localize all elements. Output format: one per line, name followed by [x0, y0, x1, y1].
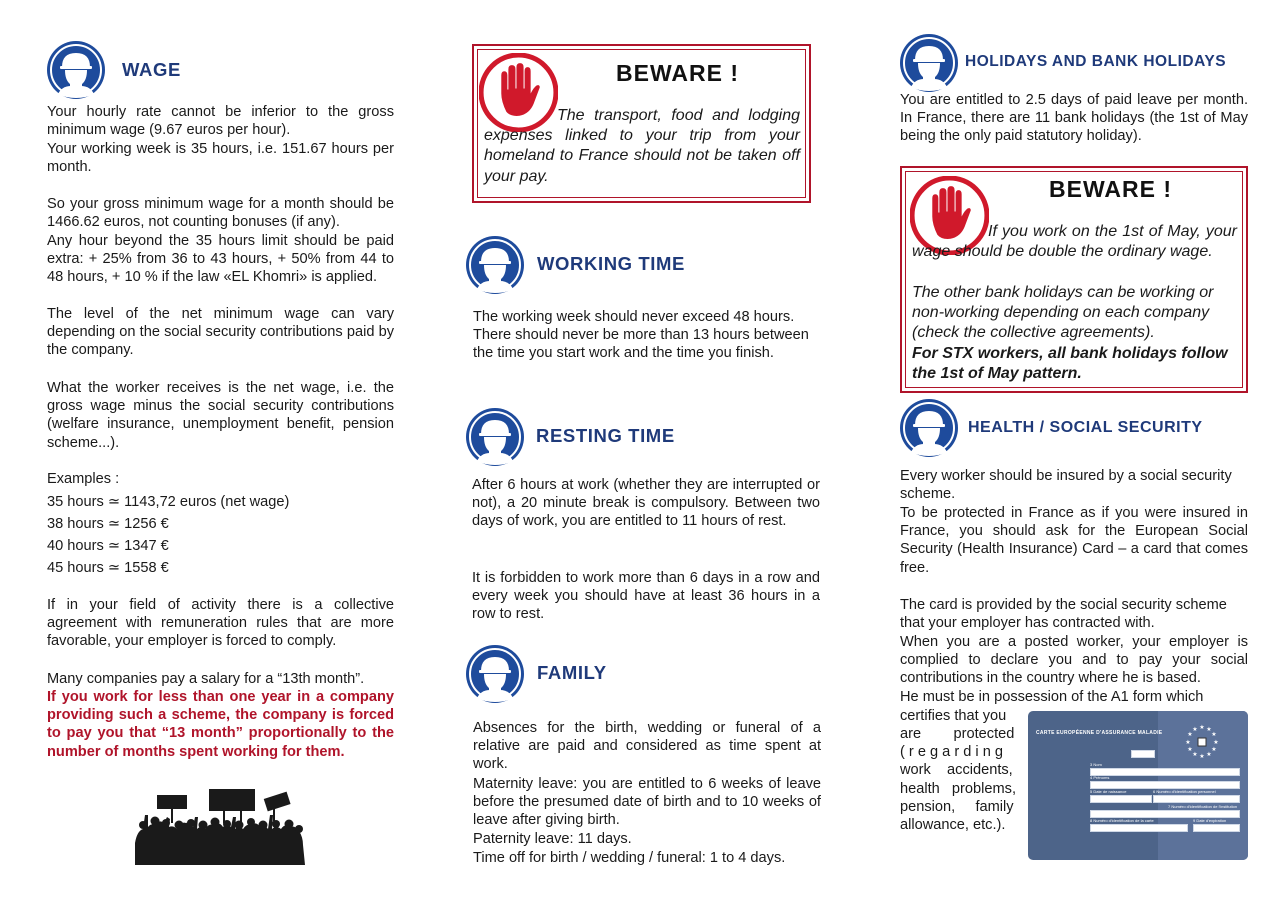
worker-helmet-icon [899, 398, 959, 458]
card-field-label: 6 Numéro d'identification personnel [1153, 789, 1216, 794]
health-paragraph-4: When you are a posted worker, your employer is complied to declare you and to pay your social contributions in the country where he is based. [900, 634, 1248, 687]
svg-text:★: ★ [1192, 751, 1198, 758]
health-a1-line: are protected [900, 726, 1015, 742]
example-line: 45 hours ≃ 1558 € [47, 560, 169, 576]
protesters-silhouette [135, 785, 307, 865]
worker-helmet-icon [465, 235, 525, 295]
wage-paragraph-7: If in your field of activity there is a collective agreement with remuneration rules that are more favorable, your employer is forced to comply. [47, 597, 394, 650]
wage-title: WAGE [122, 59, 181, 80]
svg-text:★: ★ [1211, 746, 1217, 753]
svg-text:★: ★ [1199, 724, 1205, 731]
example-line: 38 hours ≃ 1256 € [47, 516, 169, 532]
example-line: 40 hours ≃ 1347 € [47, 538, 169, 554]
wage-paragraph-1: Your hourly rate cannot be inferior to the gross minimum wage (9.67 euros per hour). [47, 104, 394, 139]
worker-helmet-icon [46, 40, 106, 100]
worker-helmet-icon [899, 33, 959, 93]
card-field-label: 3 Nom [1090, 762, 1102, 767]
svg-text:★: ★ [1199, 753, 1205, 760]
health-paragraph-2: To be protected in France as if you were insured in France, you should ask for the European Social Security (Health Insurance) Card – a card that comes free. [900, 505, 1248, 576]
beware-title: BEWARE ! [1049, 176, 1172, 202]
svg-text:★: ★ [1187, 731, 1193, 738]
card-field-label: 7 Numéro d'identification de l'institution [1168, 804, 1238, 809]
wage-paragraph-4: Any hour beyond the 35 hours limit should be paid extra: + 25% from 36 to 43 hours, + 50% from 44 to 48 hours, + 10 % if the law «EL Khomri» is applied. [47, 233, 394, 286]
family-paragraph-1: Absences for the birth, wedding or funeral of a relative are paid and considered as time spent at work. [473, 720, 821, 773]
svg-text:★: ★ [1192, 726, 1198, 733]
example-line: 35 hours ≃ 1143,72 euros (net wage) [47, 494, 290, 510]
health-a1-line: pension, family [900, 799, 1014, 815]
resting-time-paragraph-1: After 6 hours at work (whether they are interrupted or not), a 20 minute break is compulsory. Between two days of work, you are entitled to 11 hours of rest. [472, 477, 820, 530]
health-a1-line: allowance, etc.). [900, 817, 1006, 833]
wage-13th-month-warning: If you work for less than one year in a company providing such a scheme, the company is forced to pay you that “13 month” proportionally to the number of months spent working for them. [47, 689, 394, 760]
resting-time-title: RESTING TIME [536, 425, 675, 446]
health-paragraph-5: He must be in possession of the A1 form which [900, 689, 1204, 705]
working-time-paragraph: The working week should never exceed 48 hours. There should never be more than 13 hours between the time you start work and the time you finish. [473, 309, 809, 362]
card-field-label: 4 Prénoms [1090, 775, 1110, 780]
working-time-title: WORKING TIME [537, 253, 685, 274]
wage-paragraph-3: So your gross minimum wage for a month should be 1466.62 euros, not counting bonuses (if any). [47, 196, 394, 231]
wage-paragraph-5: The level of the net minimum wage can vary depending on the social security contributions paid by the company. [47, 306, 394, 359]
worker-helmet-icon [465, 644, 525, 704]
health-a1-line: work accidents, [900, 762, 1013, 778]
card-field-label: 9 Date d'expiration [1193, 818, 1227, 823]
beware-stx-text: For STX workers, all bank holidays follow the 1st of May pattern. [912, 345, 1228, 383]
health-a1-line: ( r e g a r d i n g [900, 744, 1004, 760]
card-field-label: 8 Numéro d'identification de la carte [1090, 818, 1154, 823]
examples-label: Examples : [47, 471, 120, 487]
beware-title: BEWARE ! [616, 60, 739, 86]
svg-text:★: ★ [1206, 726, 1212, 733]
family-paragraph-4: Time off for birth / wedding / funeral: 1 to 4 days. [473, 850, 786, 866]
health-paragraph-3: The card is provided by the social security scheme that your employer has contracted with. [900, 597, 1227, 632]
health-a1-line: health problems, [900, 781, 1017, 797]
svg-text:★: ★ [1185, 739, 1191, 746]
resting-time-paragraph-2: It is forbidden to work more than 6 days in a row and every week you should have at least 36 hours in a row to rest. [472, 570, 820, 623]
holidays-paragraph: You are entitled to 2.5 days of paid leave per month. In France, there are 11 bank holidays (the 1st of May being the only paid statutory holiday). [900, 92, 1248, 145]
eu-stars-icon [1183, 723, 1221, 761]
health-paragraph-1: Every worker should be insured by a social security scheme. [900, 468, 1232, 503]
wage-paragraph-2: Your working week is 35 hours, i.e. 151.67 hours per month. [47, 141, 394, 176]
health-title: HEALTH / SOCIAL SECURITY [968, 419, 1203, 436]
worker-helmet-icon [465, 407, 525, 467]
wage-paragraph-6: What the worker receives is the net wage, i.e. the gross wage minus the social security contributions (welfare insurance, unemployment benefit, pension scheme...). [47, 380, 394, 451]
beware-may-text-1: If you work on the 1st of May, your wage should be double the ordinary wage. [912, 223, 1237, 261]
family-paragraph-3: Paternity leave: 11 days. [473, 831, 632, 847]
card-field-label: 5 Date de naissance [1090, 789, 1127, 794]
family-title: FAMILY [537, 662, 607, 683]
svg-text:★: ★ [1213, 739, 1219, 746]
european-health-insurance-card [1028, 711, 1248, 860]
svg-text:★: ★ [1206, 751, 1212, 758]
family-paragraph-2: Maternity leave: you are entitled to 6 weeks of leave before the presumed date of birth and to 10 weeks of leave after giving birth. [473, 776, 821, 829]
health-a1-line: certifies that you [900, 708, 1007, 724]
card-title: CARTE EUROPÉENNE D'ASSURANCE MALADIE [1036, 730, 1163, 736]
beware-may-text-2: The other bank holidays can be working or non-working depending on each company (check the collective agreements). [912, 284, 1214, 342]
holidays-title: HOLIDAYS AND BANK HOLIDAYS [965, 53, 1227, 70]
svg-text:★: ★ [1211, 731, 1217, 738]
svg-text:★: ★ [1187, 746, 1193, 753]
wage-paragraph-8: Many companies pay a salary for a “13th month”. [47, 671, 365, 687]
beware-transport-text: The transport, food and lodging expenses linked to your trip from your homeland to France should not be taken off your pay. [484, 107, 800, 185]
